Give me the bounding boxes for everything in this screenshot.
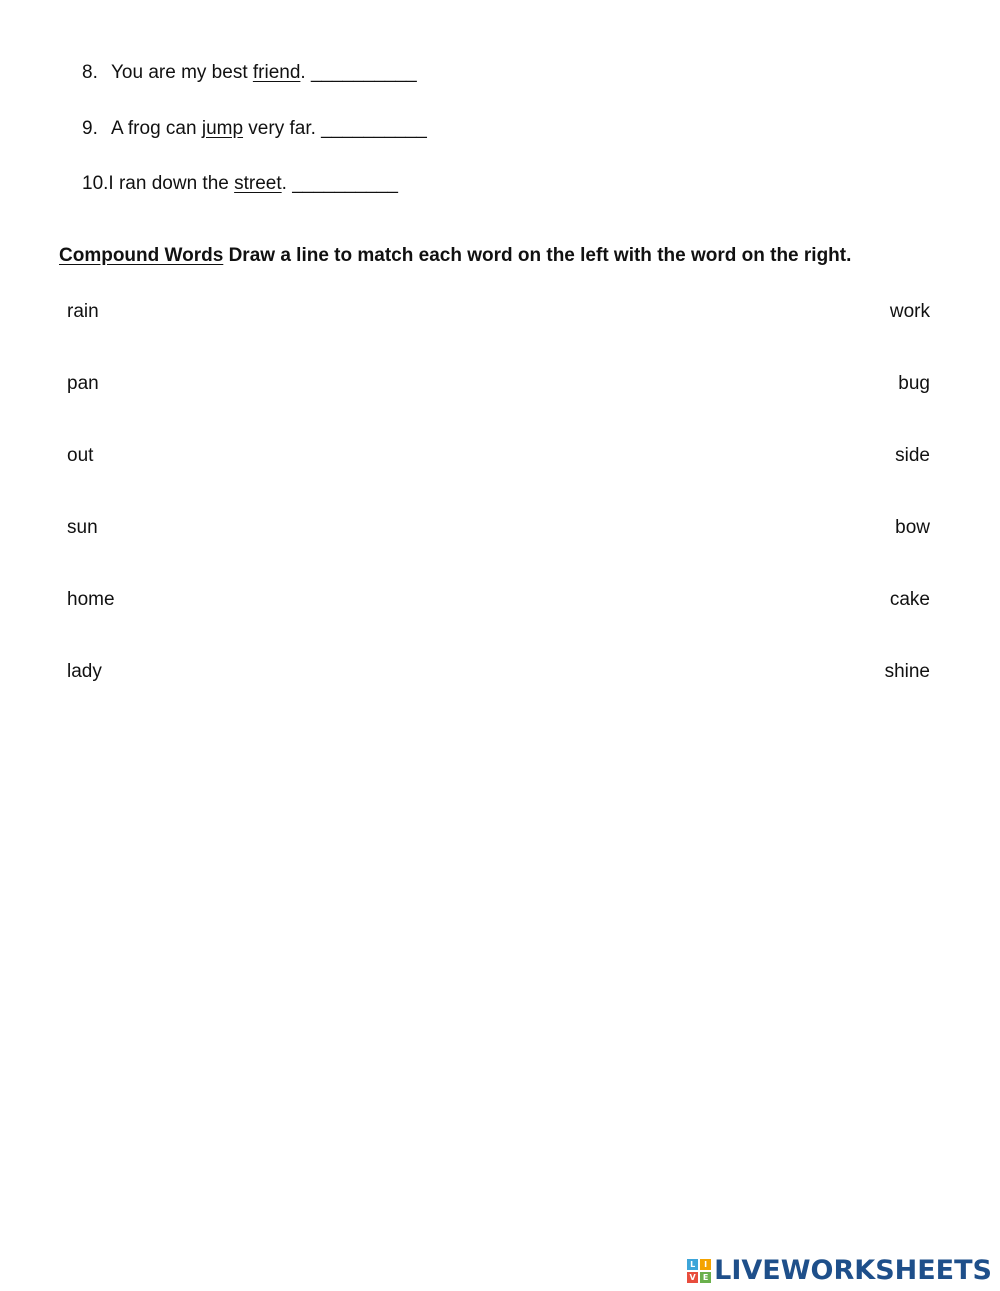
- sentence-text-before: A frog can: [111, 118, 202, 139]
- underlined-word: jump: [201, 118, 244, 139]
- sentence-number: 10.: [82, 173, 109, 194]
- liveworksheets-logo: [687, 1255, 992, 1287]
- left-word-home[interactable]: home: [67, 589, 115, 610]
- logo-blocks-icon: [687, 1259, 711, 1283]
- sentence-text-before: I ran down the: [108, 173, 235, 194]
- section-title: Compound Words: [59, 245, 224, 266]
- logo-block: I: [700, 1259, 711, 1270]
- left-word-sun[interactable]: sun: [67, 517, 98, 538]
- underlined-word: friend: [252, 62, 301, 83]
- sentence-10: [82, 172, 398, 196]
- logo-block: L: [687, 1259, 698, 1270]
- sentence-text-after: . __________: [281, 173, 398, 194]
- sentence-8: [82, 61, 417, 85]
- right-word-cake[interactable]: cake: [889, 589, 930, 610]
- right-word-shine[interactable]: shine: [884, 661, 930, 682]
- sentence-text-after: very far. __________: [243, 118, 427, 139]
- sentence-number: 9.: [82, 118, 98, 139]
- logo-text: LIVEWORKSHEETS: [714, 1255, 992, 1286]
- compound-words-heading: [59, 244, 851, 268]
- left-word-pan[interactable]: pan: [67, 373, 99, 394]
- logo-block: V: [687, 1272, 698, 1283]
- logo-block: E: [700, 1272, 711, 1283]
- sentence-text-before: You are my best: [111, 62, 253, 83]
- left-word-lady[interactable]: lady: [67, 661, 102, 682]
- sentence-text-after: . __________: [300, 62, 417, 83]
- section-instruction: Draw a line to match each word on the left with the word on the right.: [223, 245, 852, 266]
- right-word-side[interactable]: side: [895, 445, 930, 466]
- left-word-out[interactable]: out: [67, 445, 94, 466]
- right-word-bug[interactable]: bug: [898, 373, 930, 394]
- sentence-9: [82, 117, 427, 141]
- underlined-word: street: [234, 173, 282, 194]
- left-word-rain[interactable]: rain: [67, 301, 99, 322]
- sentence-number: 8.: [82, 62, 98, 83]
- right-word-work[interactable]: work: [889, 301, 930, 322]
- right-word-bow[interactable]: bow: [895, 517, 930, 538]
